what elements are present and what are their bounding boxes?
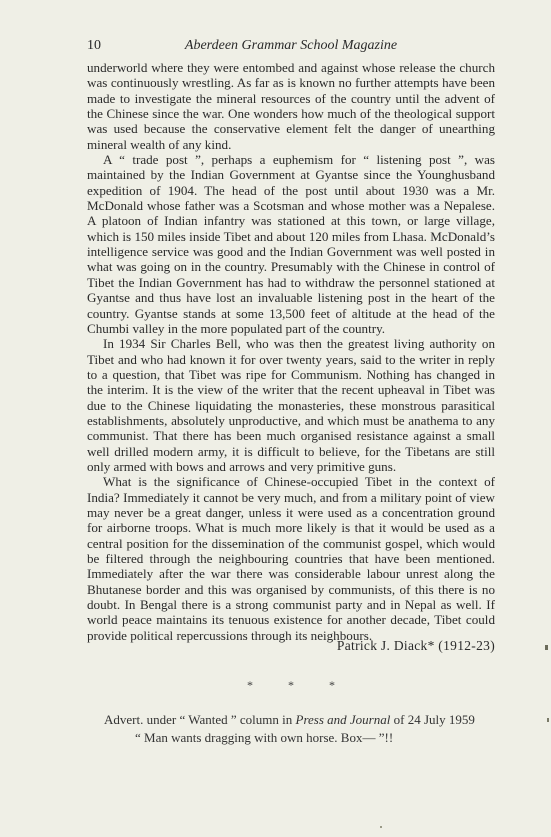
paragraph-significance: What is the significance of Chinese-occupied Tibet in the context of India? Immediately it cannot be very much, and from a military point of view may never be a great danger, unless it were used as a concentration ground for airborne troops. What is much more likely is that it would be used as a central position for the dissemination of the communist gospel, which would be filtered through the neighbouring countries that have been mentioned. Immediately after the war there was considerable labour unrest along the Bhutanese border and this was organised by communists, of this there is no doubt. In Bengal there is a strong communist party and in Nepal as well. If world peace maintains its tenuous existence for another decade, Tibet could provide political repercussions through its neighbours.: [87, 474, 495, 643]
print-speck: [547, 718, 549, 722]
print-speck: [545, 645, 548, 650]
paragraph-trade-post: A “ trade post ”, perhaps a euphemism for “ listening post ”, was maintained by the Indian Government at Gyantse since the Younghusband expedition of 1904. The head of the post until about 1930 was a Mr. McDonald whose father was a Scotsman and whose mother was a Nepalese. A platoon of Indian infantry was stationed at this town, or large village, which is 150 miles inside Tibet and about 120 miles from Lhasa. McDonald’s intelligence service was good and the Indian Government was well posted in what was going on in the country. Presumably with the Chinese in control of Tibet the Indian Government has had to withdraw the personnel stationed at Gyantse and thus have lost an invaluable listening post in the heart of the country. Gyantse stands at some 13,500 feet of altitude at the head of the Chumbi valley in the more populated part of the country.: [87, 152, 495, 336]
newspaper-name: Press and Journal: [295, 712, 391, 727]
advert-source: [104, 712, 495, 728]
paragraph-charles-bell: In 1934 Sir Charles Bell, who was then the greatest living authority on Tibet and who had known it for over twenty years, said to the writer in reply to a question, that Tibet was ripe for Communism. Nothing has changed in the interim. It is the view of the writer that the recent upheaval in Tibet was due to the Chinese liquidating the monasteries, these monstrous parasitical establishments, absolutely unproductive, and which must be anathema to any communist. That there has been much organised resistance against a small well drilled modern army, it is difficult to believe, for the Tibetans are still only armed with bows and arrows and very primitive guns.: [87, 336, 495, 474]
print-speck: [380, 826, 382, 828]
paragraph-continuation: underworld where they were entombed and against whose release the church was continuously wrestling. As far as is known no further attempts have been made to investigate the mineral resources of the country until the advent of the Chinese since the war. One wonders how much of the theological support was used because the conservative element felt the danger of unearthing mineral wealth of any kind.: [87, 60, 495, 152]
running-title: Aberdeen Grammar School Magazine: [184, 38, 398, 53]
advert-note: [105, 712, 495, 746]
author-signature: Patrick J. Diack* (1912-23): [336, 638, 495, 653]
page-header: [87, 38, 495, 58]
article-body: [87, 60, 495, 643]
advert-prefix: Advert. under “ Wanted ” column in: [104, 712, 296, 727]
section-separator: * * *: [247, 678, 335, 692]
advert-quote: “ Man wants dragging with own horse. Box— ”!!: [135, 730, 394, 745]
advert-suffix: of 24 July 1959: [390, 712, 475, 727]
page-number: 10: [87, 38, 101, 53]
